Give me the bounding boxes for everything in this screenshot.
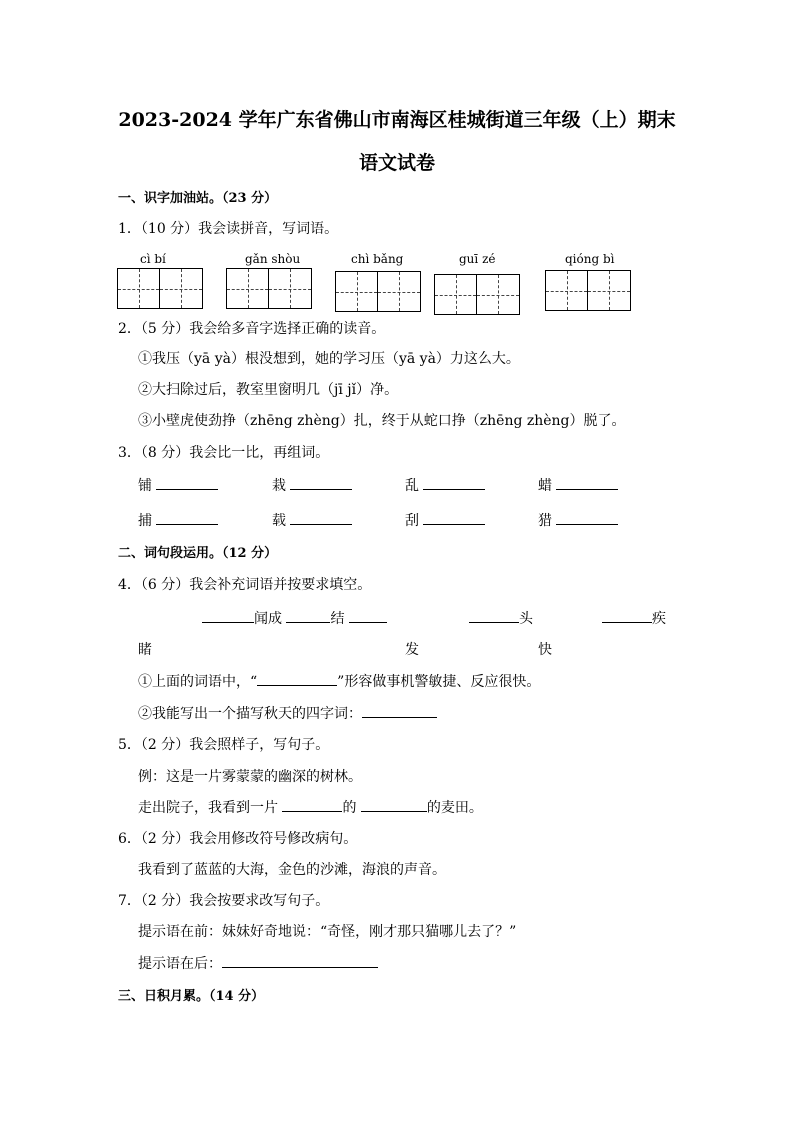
- prompt-back: 提示语在后：: [138, 953, 378, 973]
- pinyin-label: cì bí: [140, 252, 166, 266]
- page-title: 2023-2024 学年广东省佛山市南海区桂城街道三年级（上）期末: [118, 109, 676, 131]
- answer-blank[interactable]: [156, 510, 218, 525]
- pinyin-label: chì bǎng: [351, 252, 404, 266]
- idiom-char: 快: [538, 642, 552, 658]
- word-pair-item: 捕: [138, 510, 218, 530]
- question-2-item: ②大扫除过后，教室里窗明几（jī jǐ）净。: [138, 382, 399, 398]
- answer-blank[interactable]: [469, 608, 519, 623]
- answer-blank[interactable]: [257, 671, 337, 686]
- question-5-prompt: 走出院子，我看到一片 的 的麦田。: [138, 797, 483, 817]
- answer-blank[interactable]: [156, 475, 218, 490]
- answer-blank[interactable]: [222, 953, 378, 968]
- prompt-front: 提示语在前：妹妹好奇地说：“奇怪，刚才那只猫哪儿去了？”: [138, 924, 517, 940]
- writing-grid[interactable]: [117, 268, 203, 309]
- answer-blank[interactable]: [286, 608, 330, 623]
- page-subtitle: 语文试卷: [358, 152, 435, 174]
- answer-blank[interactable]: [290, 475, 352, 490]
- question-2: 2．（5 分）我会给多音字选择正确的读音。: [118, 321, 386, 337]
- idiom-fill-1: 闻成 结: [202, 608, 387, 628]
- idiom-char: 睹: [138, 642, 152, 658]
- question-6: 6．（2 分）我会用修改符号修改病句。: [118, 831, 358, 847]
- word-pair-item: 乱: [405, 475, 485, 495]
- question-1: 1．（10 分）我会读拼音，写词语。: [118, 221, 339, 237]
- word-pair-item: 铺: [138, 475, 218, 495]
- question-4-sub-1: ①上面的词语中，“ ”形容做事机警敏捷、反应很快。: [138, 671, 540, 691]
- answer-blank[interactable]: [602, 608, 652, 623]
- idiom-char: 发: [405, 642, 419, 658]
- writing-grid[interactable]: [545, 270, 631, 311]
- question-3: 3．（8 分）我会比一比，再组词。: [118, 445, 330, 461]
- answer-blank[interactable]: [361, 797, 427, 812]
- faulty-sentence: 我看到了蓝蓝的大海，金色的沙滩，海浪的声音。: [138, 862, 446, 878]
- answer-blank[interactable]: [556, 510, 618, 525]
- word-pair-item: 载: [272, 510, 352, 530]
- section-heading-2: 二、词句段运用。（12 分）: [118, 546, 278, 561]
- example-sentence: 例：这是一片雾蒙蒙的幽深的树林。: [138, 769, 362, 785]
- idiom-fill-4: 疾: [602, 608, 666, 628]
- answer-blank[interactable]: [556, 475, 618, 490]
- pinyin-label: qióng bì: [565, 252, 615, 266]
- word-pair-item: 蜡: [538, 475, 618, 495]
- answer-blank[interactable]: [202, 608, 254, 623]
- question-7: 7．（2 分）我会按要求改写句子。: [118, 893, 330, 909]
- writing-grid[interactable]: [226, 268, 312, 309]
- word-pair-item: 栽: [272, 475, 352, 495]
- section-heading-3: 三、日积月累。（14 分）: [118, 989, 265, 1004]
- writing-grid[interactable]: [434, 274, 520, 315]
- writing-grid[interactable]: [335, 271, 421, 312]
- word-pair-item: 猎: [538, 510, 618, 530]
- answer-blank[interactable]: [282, 797, 342, 812]
- pinyin-label: gǎn shòu: [245, 252, 301, 266]
- section-heading-1: 一、识字加油站。（23 分）: [118, 191, 278, 206]
- question-4-sub-2: ②我能写出一个描写秋天的四字词：: [138, 703, 437, 723]
- idiom-fill-3: 头: [469, 608, 533, 628]
- answer-blank[interactable]: [423, 475, 485, 490]
- question-5: 5．（2 分）我会照样子，写句子。: [118, 737, 330, 753]
- pinyin-label: guī zé: [459, 252, 496, 266]
- question-2-item: ①我压（yā yà）根没想到，她的学习压（yā yà）力这么大。: [138, 351, 520, 367]
- answer-blank[interactable]: [290, 510, 352, 525]
- answer-blank[interactable]: [349, 608, 387, 623]
- question-2-item: ③小壁虎使劲挣（zhēng zhèng）扎，终于从蛇口挣（zhēng zhèng）脱了。: [138, 413, 626, 429]
- answer-blank[interactable]: [362, 703, 437, 718]
- question-4: 4．（6 分）我会补充词语并按要求填空。: [118, 577, 372, 593]
- answer-blank[interactable]: [423, 510, 485, 525]
- word-pair-item: 刮: [405, 510, 485, 530]
